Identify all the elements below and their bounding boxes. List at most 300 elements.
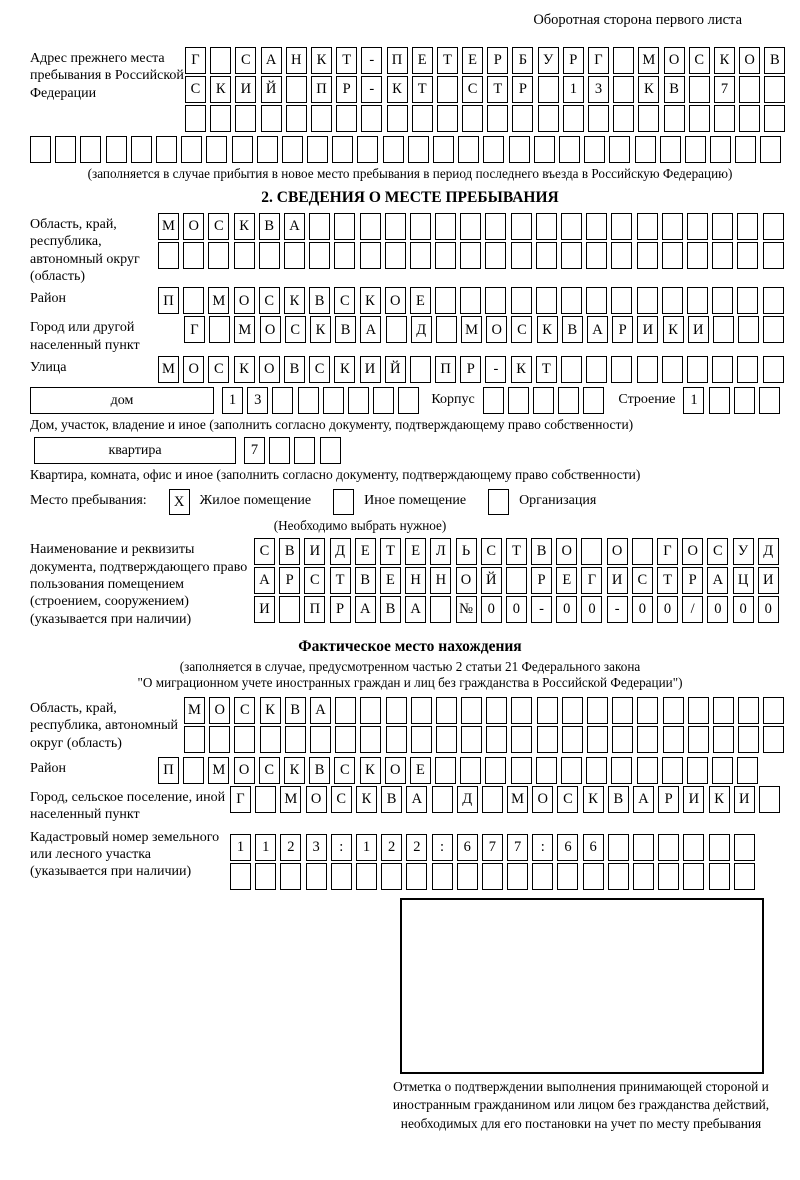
char-box bbox=[348, 387, 369, 414]
char-box: М bbox=[208, 287, 229, 314]
char-box bbox=[461, 726, 482, 753]
char-box: Е bbox=[556, 567, 577, 594]
char-box: 7 bbox=[482, 834, 503, 861]
fact-region-label: Область, край, республика, автономный округ (область) bbox=[30, 700, 179, 751]
stamp-box bbox=[400, 898, 764, 1074]
char-box bbox=[331, 863, 352, 890]
char-box bbox=[184, 726, 205, 753]
char-box: - bbox=[485, 356, 506, 383]
korpus-label: Корпус bbox=[431, 392, 475, 408]
char-box: Д bbox=[411, 316, 432, 343]
char-box bbox=[512, 105, 533, 132]
document-grids bbox=[254, 538, 779, 625]
char-box bbox=[357, 136, 378, 163]
char-box: В bbox=[381, 786, 402, 813]
char-box bbox=[562, 697, 583, 724]
cadastre-row2 bbox=[230, 863, 755, 890]
char-box: 1 bbox=[563, 76, 584, 103]
char-box bbox=[436, 316, 457, 343]
other-premises-label: Иное помещение bbox=[364, 493, 467, 509]
char-box bbox=[383, 136, 404, 163]
char-box: К bbox=[360, 757, 381, 784]
char-box bbox=[335, 726, 356, 753]
char-box bbox=[435, 213, 456, 240]
char-box: Ь bbox=[456, 538, 477, 565]
char-box bbox=[710, 136, 731, 163]
char-box: 0 bbox=[632, 596, 653, 623]
char-box: 0 bbox=[707, 596, 728, 623]
char-box bbox=[259, 242, 280, 269]
organization-label: Организация bbox=[519, 493, 597, 509]
char-box bbox=[688, 697, 709, 724]
char-box: К bbox=[387, 76, 408, 103]
actual-location-note1: (заполняется в случае, предусмотренном частью 2 статьи 21 Федерального закона bbox=[179, 658, 641, 674]
char-box bbox=[307, 136, 328, 163]
char-box bbox=[235, 105, 256, 132]
char-box bbox=[272, 387, 293, 414]
char-box: С bbox=[208, 356, 229, 383]
char-box bbox=[738, 316, 759, 343]
char-box: М bbox=[184, 697, 205, 724]
char-box: К bbox=[260, 697, 281, 724]
char-box bbox=[332, 136, 353, 163]
char-box: В bbox=[764, 47, 785, 74]
char-box bbox=[234, 726, 255, 753]
char-box bbox=[437, 105, 458, 132]
char-box bbox=[309, 213, 330, 240]
region-grids bbox=[158, 213, 784, 271]
char-box bbox=[713, 697, 734, 724]
char-box bbox=[764, 105, 785, 132]
char-box bbox=[486, 726, 507, 753]
char-box bbox=[360, 213, 381, 240]
char-box bbox=[234, 242, 255, 269]
apartment-note: Квартира, комната, офис и иное (заполнить согласно документу, подтверждающему право собственности) bbox=[30, 467, 641, 483]
document-block bbox=[30, 538, 790, 628]
char-box: К bbox=[537, 316, 558, 343]
char-box: Н bbox=[405, 567, 426, 594]
char-box: 2 bbox=[406, 834, 427, 861]
char-box bbox=[712, 287, 733, 314]
char-box bbox=[306, 863, 327, 890]
char-box bbox=[763, 213, 784, 240]
char-box bbox=[537, 726, 558, 753]
char-box: И bbox=[683, 786, 704, 813]
char-box: С bbox=[511, 316, 532, 343]
stay-option-other bbox=[333, 489, 466, 515]
char-box: Р bbox=[658, 786, 679, 813]
prev-address-row4 bbox=[30, 136, 790, 163]
char-box: М bbox=[638, 47, 659, 74]
char-box: Р bbox=[330, 596, 351, 623]
char-box: Г bbox=[657, 538, 678, 565]
stroenie-label: Строение bbox=[618, 392, 676, 408]
cadastre-block bbox=[30, 826, 790, 892]
char-box bbox=[181, 136, 202, 163]
char-box bbox=[310, 726, 331, 753]
char-box: С bbox=[208, 213, 229, 240]
char-box: К bbox=[334, 356, 355, 383]
char-box: К bbox=[356, 786, 377, 813]
char-box bbox=[538, 105, 559, 132]
char-box bbox=[386, 697, 407, 724]
char-box bbox=[185, 105, 206, 132]
char-box bbox=[435, 757, 456, 784]
street-row bbox=[158, 356, 784, 383]
char-box bbox=[511, 213, 532, 240]
char-box bbox=[687, 242, 708, 269]
korpus-grid bbox=[483, 387, 605, 414]
document-row3 bbox=[254, 596, 779, 623]
char-box: Т bbox=[536, 356, 557, 383]
char-box bbox=[558, 387, 579, 414]
char-box bbox=[561, 356, 582, 383]
char-box bbox=[587, 697, 608, 724]
fact-region-row2 bbox=[184, 726, 784, 753]
residential-checkbox: X bbox=[169, 489, 190, 515]
char-box: 7 bbox=[244, 437, 265, 464]
city-label: Город или другой населенный пункт bbox=[30, 320, 140, 353]
char-box: О bbox=[234, 287, 255, 314]
char-box bbox=[485, 213, 506, 240]
char-box: Р bbox=[460, 356, 481, 383]
char-box bbox=[435, 242, 456, 269]
char-box bbox=[410, 356, 431, 383]
char-box bbox=[683, 834, 704, 861]
char-box: В bbox=[335, 316, 356, 343]
char-box bbox=[255, 786, 276, 813]
char-box: С bbox=[254, 538, 275, 565]
char-box: А bbox=[405, 596, 426, 623]
char-box: Д bbox=[457, 786, 478, 813]
char-box bbox=[537, 697, 558, 724]
char-box: 3 bbox=[247, 387, 268, 414]
char-box: С bbox=[185, 76, 206, 103]
char-box: К bbox=[511, 356, 532, 383]
prev-address-grids bbox=[185, 47, 785, 134]
char-box: И bbox=[254, 596, 275, 623]
char-box bbox=[584, 136, 605, 163]
prev-address-row1 bbox=[185, 47, 785, 74]
char-box: Т bbox=[380, 538, 401, 565]
char-box: С bbox=[334, 287, 355, 314]
char-box: К bbox=[284, 757, 305, 784]
char-box bbox=[611, 213, 632, 240]
char-box: Т bbox=[657, 567, 678, 594]
char-box bbox=[208, 242, 229, 269]
char-box: Р bbox=[563, 47, 584, 74]
char-box: О bbox=[385, 757, 406, 784]
char-box: К bbox=[663, 316, 684, 343]
house-row bbox=[30, 387, 790, 414]
char-box: О bbox=[682, 538, 703, 565]
char-box bbox=[373, 387, 394, 414]
char-box bbox=[334, 213, 355, 240]
document-row2 bbox=[254, 567, 779, 594]
char-box bbox=[156, 136, 177, 163]
char-box: 0 bbox=[556, 596, 577, 623]
char-box bbox=[483, 136, 504, 163]
actual-location-note2: "О миграционном учете иностранных граждан и лиц без гражданства в Российской Федерации") bbox=[137, 674, 683, 690]
char-box: М bbox=[158, 356, 179, 383]
char-box bbox=[511, 726, 532, 753]
house-box-label: дом bbox=[30, 387, 214, 414]
char-box: О bbox=[259, 356, 280, 383]
char-box: С bbox=[632, 567, 653, 594]
char-box bbox=[712, 356, 733, 383]
char-box: К bbox=[709, 786, 730, 813]
char-box bbox=[536, 287, 557, 314]
char-box: О bbox=[486, 316, 507, 343]
char-box bbox=[437, 76, 458, 103]
char-box: М bbox=[280, 786, 301, 813]
char-box: Й bbox=[261, 76, 282, 103]
char-box: 0 bbox=[581, 596, 602, 623]
char-box bbox=[658, 863, 679, 890]
char-box: Т bbox=[330, 567, 351, 594]
char-box: С bbox=[481, 538, 502, 565]
char-box: 6 bbox=[457, 834, 478, 861]
char-box: П bbox=[435, 356, 456, 383]
char-box bbox=[713, 316, 734, 343]
char-box bbox=[280, 863, 301, 890]
stay-type-row bbox=[30, 489, 790, 515]
char-box: Р bbox=[336, 76, 357, 103]
char-box: П bbox=[304, 596, 325, 623]
char-box bbox=[763, 697, 784, 724]
char-box bbox=[462, 105, 483, 132]
char-box: Т bbox=[412, 76, 433, 103]
char-box bbox=[158, 242, 179, 269]
char-box bbox=[737, 356, 758, 383]
char-box bbox=[210, 47, 231, 74]
district-row bbox=[158, 287, 784, 314]
char-box bbox=[581, 538, 602, 565]
char-box: П bbox=[387, 47, 408, 74]
char-box: К bbox=[311, 47, 332, 74]
char-box bbox=[406, 863, 427, 890]
char-box bbox=[255, 863, 276, 890]
char-box: С bbox=[331, 786, 352, 813]
char-box bbox=[637, 356, 658, 383]
char-box bbox=[55, 136, 76, 163]
char-box: 2 bbox=[381, 834, 402, 861]
char-box: 1 bbox=[230, 834, 251, 861]
char-box: М bbox=[507, 786, 528, 813]
fact-city-block bbox=[30, 786, 790, 824]
char-box: Е bbox=[380, 567, 401, 594]
char-box: Г bbox=[230, 786, 251, 813]
city-row bbox=[184, 316, 784, 343]
residential-label: Жилое помещение bbox=[199, 493, 312, 509]
apartment-row bbox=[30, 437, 790, 464]
char-box: : bbox=[532, 834, 553, 861]
char-box: Р bbox=[531, 567, 552, 594]
char-box bbox=[511, 242, 532, 269]
char-box: Р bbox=[612, 316, 633, 343]
char-box bbox=[660, 136, 681, 163]
char-box bbox=[583, 387, 604, 414]
char-box bbox=[381, 863, 402, 890]
char-box bbox=[586, 287, 607, 314]
fact-district-row bbox=[158, 757, 758, 784]
street-block bbox=[30, 356, 790, 383]
char-box: К bbox=[583, 786, 604, 813]
char-box bbox=[284, 242, 305, 269]
char-box: 1 bbox=[683, 387, 704, 414]
char-box: С bbox=[707, 538, 728, 565]
fact-district-block bbox=[30, 757, 790, 784]
char-box: Т bbox=[336, 47, 357, 74]
char-box: № bbox=[456, 596, 477, 623]
char-box bbox=[232, 136, 253, 163]
char-box: И bbox=[637, 316, 658, 343]
char-box: Г bbox=[185, 47, 206, 74]
char-box bbox=[689, 105, 710, 132]
actual-location-title: Фактическое место нахождения bbox=[298, 637, 522, 655]
char-box: Е bbox=[355, 538, 376, 565]
char-box bbox=[508, 387, 529, 414]
char-box: С bbox=[304, 567, 325, 594]
char-box bbox=[609, 136, 630, 163]
char-box: А bbox=[261, 47, 282, 74]
char-box bbox=[460, 287, 481, 314]
char-box bbox=[311, 105, 332, 132]
char-box: О bbox=[739, 47, 760, 74]
char-box bbox=[432, 786, 453, 813]
char-box bbox=[739, 105, 760, 132]
char-box bbox=[511, 697, 532, 724]
char-box bbox=[738, 697, 759, 724]
char-box: Й bbox=[385, 356, 406, 383]
char-box bbox=[608, 863, 629, 890]
house-number-grid bbox=[222, 387, 419, 414]
char-box: Б bbox=[512, 47, 533, 74]
char-box bbox=[506, 567, 527, 594]
char-box bbox=[536, 213, 557, 240]
char-box bbox=[658, 834, 679, 861]
char-box bbox=[612, 697, 633, 724]
char-box bbox=[457, 863, 478, 890]
char-box bbox=[279, 596, 300, 623]
char-box bbox=[361, 105, 382, 132]
char-box: В bbox=[309, 287, 330, 314]
char-box: С bbox=[285, 316, 306, 343]
char-box: С bbox=[462, 76, 483, 103]
char-box bbox=[561, 287, 582, 314]
char-box bbox=[739, 76, 760, 103]
prev-address-block bbox=[30, 47, 790, 134]
char-box: М bbox=[234, 316, 255, 343]
char-box bbox=[485, 287, 506, 314]
char-box bbox=[688, 726, 709, 753]
char-box: В bbox=[664, 76, 685, 103]
char-box: - bbox=[607, 596, 628, 623]
char-box bbox=[507, 863, 528, 890]
char-box: О bbox=[456, 567, 477, 594]
char-box bbox=[411, 726, 432, 753]
char-box bbox=[360, 726, 381, 753]
char-box bbox=[483, 387, 504, 414]
char-box: К bbox=[234, 356, 255, 383]
char-box bbox=[257, 136, 278, 163]
char-box: 7 bbox=[507, 834, 528, 861]
char-box: В bbox=[284, 356, 305, 383]
char-box: И bbox=[304, 538, 325, 565]
char-box bbox=[410, 213, 431, 240]
house-note: Дом, участок, владение и иное (заполнить согласно документу, подтверждающему право собственности) bbox=[30, 417, 634, 433]
char-box: И bbox=[235, 76, 256, 103]
char-box bbox=[460, 213, 481, 240]
char-box bbox=[763, 316, 784, 343]
char-box: 0 bbox=[657, 596, 678, 623]
char-box bbox=[737, 757, 758, 784]
char-box bbox=[509, 136, 530, 163]
prev-address-row3 bbox=[185, 105, 785, 132]
char-box bbox=[532, 863, 553, 890]
choose-note: (Необходимо выбрать нужное) bbox=[273, 518, 447, 534]
char-box bbox=[410, 242, 431, 269]
char-box: Е bbox=[405, 538, 426, 565]
char-box bbox=[662, 287, 683, 314]
region-label: Область, край, республика, автономный округ (область) bbox=[30, 217, 140, 285]
char-box bbox=[561, 242, 582, 269]
char-box bbox=[436, 726, 457, 753]
stay-option-residential bbox=[169, 489, 311, 515]
char-box: К bbox=[714, 47, 735, 74]
char-box bbox=[209, 316, 230, 343]
char-box bbox=[412, 105, 433, 132]
char-box: С bbox=[334, 757, 355, 784]
char-box bbox=[534, 136, 555, 163]
char-box bbox=[260, 726, 281, 753]
char-box: Е bbox=[410, 757, 431, 784]
char-box: / bbox=[682, 596, 703, 623]
char-box: М bbox=[158, 213, 179, 240]
char-box bbox=[587, 726, 608, 753]
stroenie-grid bbox=[683, 387, 780, 414]
char-box: М bbox=[461, 316, 482, 343]
char-box: - bbox=[361, 47, 382, 74]
char-box bbox=[664, 105, 685, 132]
fact-region-grids bbox=[184, 697, 784, 755]
char-box bbox=[559, 136, 580, 163]
cadastre-label: Кадастровый номер земельного или лесного участка (указывается при наличии) bbox=[30, 829, 220, 880]
char-box: И bbox=[688, 316, 709, 343]
char-box: О bbox=[532, 786, 553, 813]
char-box bbox=[712, 757, 733, 784]
stay-type-label: Место пребывания: bbox=[30, 493, 147, 509]
char-box bbox=[269, 437, 290, 464]
other-premises-checkbox bbox=[333, 489, 354, 515]
region-block bbox=[30, 213, 790, 285]
char-box bbox=[206, 136, 227, 163]
char-box bbox=[323, 387, 344, 414]
char-box: К bbox=[284, 287, 305, 314]
char-box bbox=[734, 863, 755, 890]
region-row1 bbox=[158, 213, 784, 240]
char-box: Р bbox=[512, 76, 533, 103]
char-box: В bbox=[531, 538, 552, 565]
char-box: 3 bbox=[306, 834, 327, 861]
char-box bbox=[131, 136, 152, 163]
char-box bbox=[334, 242, 355, 269]
char-box bbox=[663, 697, 684, 724]
char-box bbox=[687, 213, 708, 240]
char-box: Т bbox=[487, 76, 508, 103]
char-box bbox=[685, 136, 706, 163]
char-box bbox=[759, 387, 780, 414]
